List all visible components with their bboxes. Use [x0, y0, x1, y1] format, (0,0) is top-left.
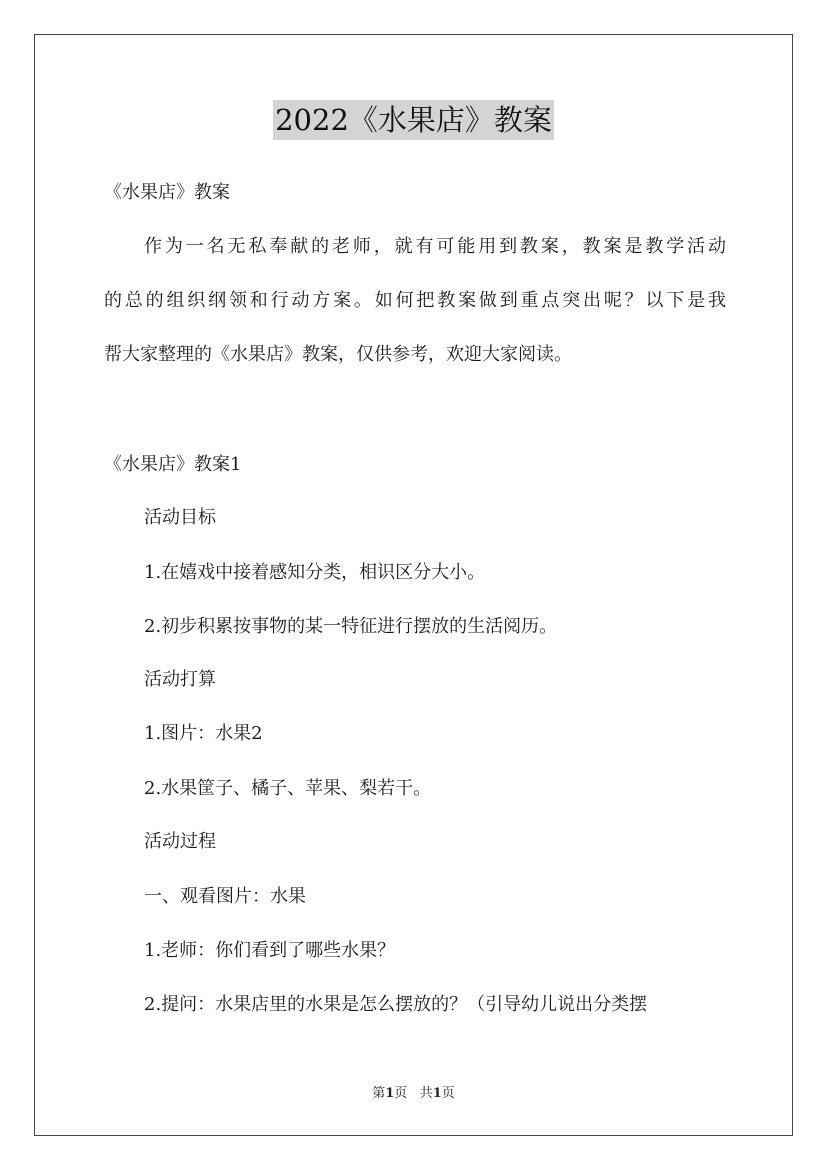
- footer-page-suffix: 页: [394, 1086, 408, 1101]
- footer-total-prefix: 共: [419, 1086, 433, 1101]
- document-subtitle: 《水果店》教案: [104, 182, 230, 203]
- intro-line-2: 的总的组织纲领和行动方案。如何把教案做到重点突出呢？以下是我: [104, 290, 726, 311]
- footer-page-number: 1: [385, 1086, 395, 1101]
- footer-total-pages: 1: [432, 1086, 442, 1101]
- goal-item-2: 2.初步积累按事物的某一特征进行摆放的生活阅历。: [144, 616, 558, 637]
- footer-page-prefix: 第: [372, 1086, 386, 1101]
- process-step-1: 一、观看图片：水果: [144, 886, 306, 907]
- process-item-1: 1.老师：你们看到了哪些水果？: [144, 940, 396, 961]
- heading-activity-process: 活动过程: [144, 831, 216, 852]
- goal-item-1: 1.在嬉戏中接着感知分类，相识区分大小。: [144, 562, 486, 583]
- prep-item-1: 1.图片：水果2: [144, 723, 263, 744]
- section-heading: 《水果店》教案1: [104, 454, 242, 475]
- prep-item-2: 2.水果筐子、橘子、苹果、梨若干。: [144, 778, 432, 799]
- intro-line-3: 帮大家整理的《水果店》教案，仅供参考，欢迎大家阅读。: [104, 344, 572, 365]
- heading-activity-prep: 活动打算: [144, 669, 216, 690]
- page-footer: [0, 1082, 827, 1101]
- intro-line-1: 作为一名无私奉献的老师，就有可能用到教案，教案是教学活动: [144, 236, 726, 257]
- footer-total-suffix: 页: [441, 1086, 455, 1101]
- heading-activity-goals: 活动目标: [144, 507, 216, 528]
- process-item-2: 2.提问：水果店里的水果是怎么摆放的？（引导幼儿说出分类摆: [144, 994, 648, 1015]
- intro-paragraph: [104, 235, 726, 397]
- document-title: 2022《水果店》教案: [273, 100, 554, 140]
- title-wrapper: [0, 100, 827, 140]
